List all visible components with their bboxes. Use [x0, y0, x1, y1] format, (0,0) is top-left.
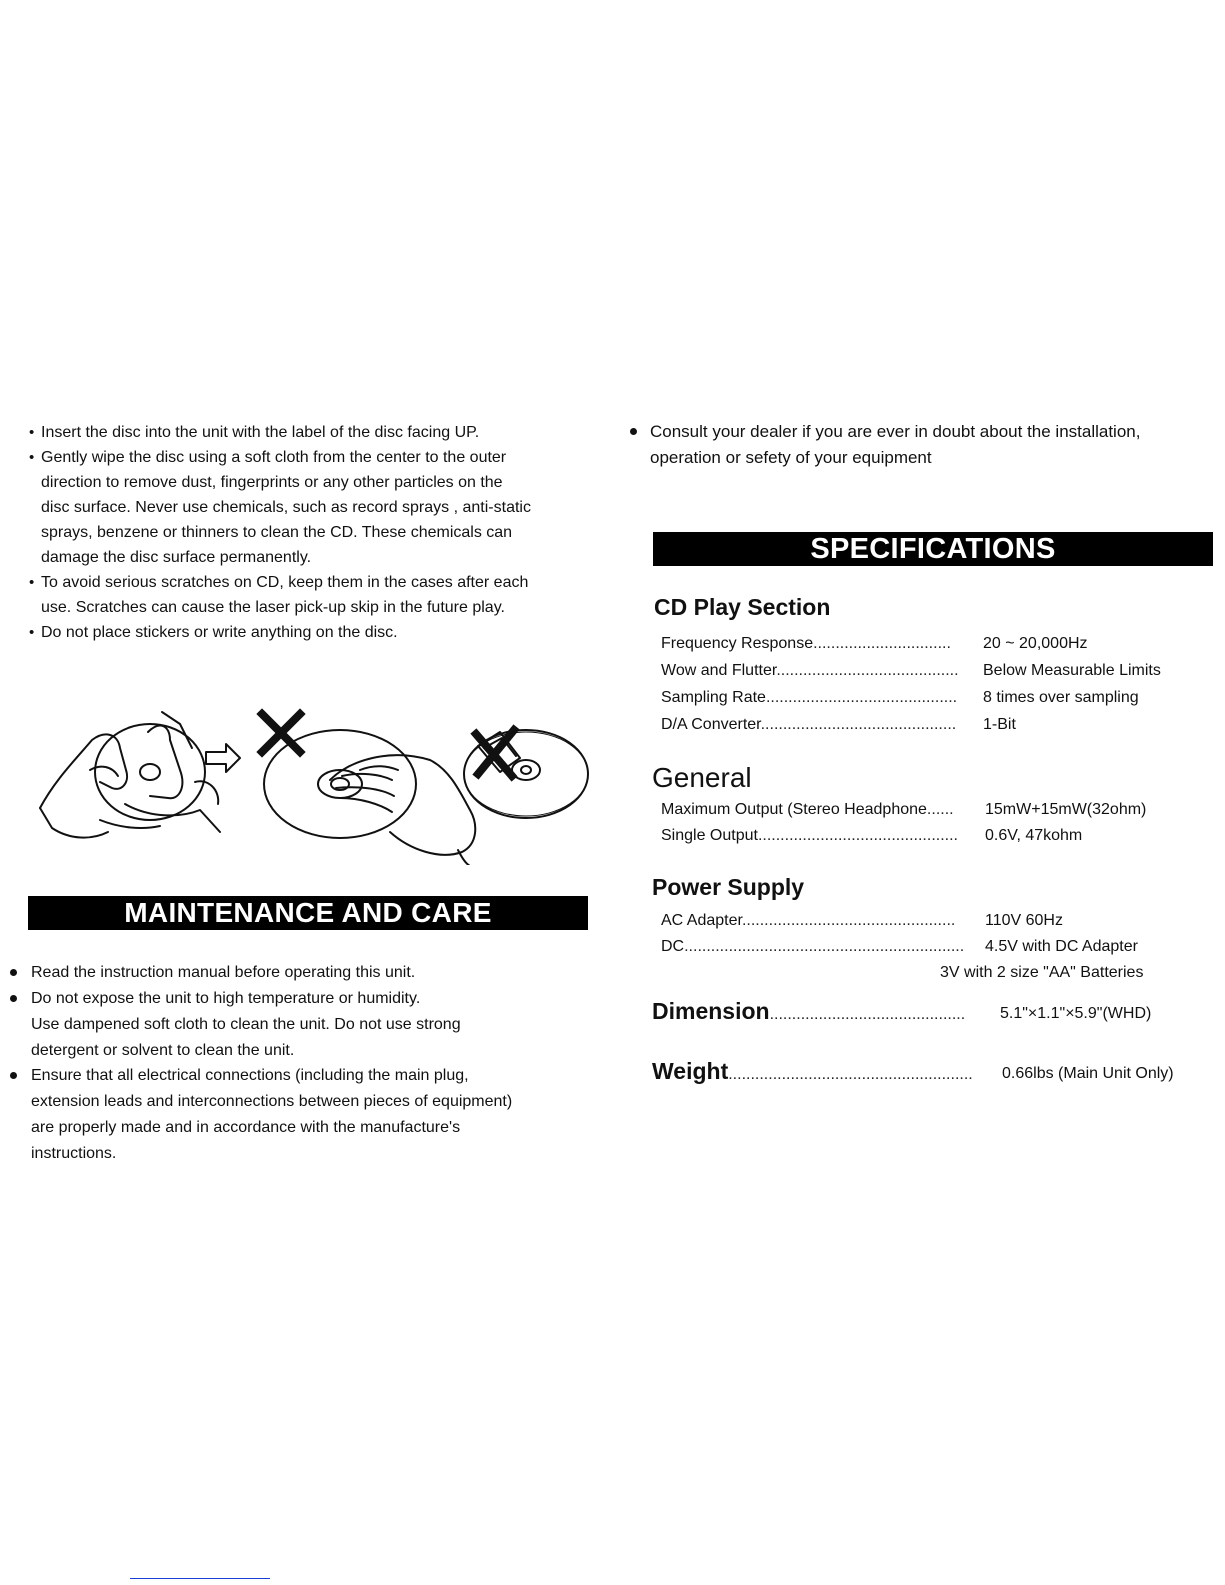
bullet-mark	[10, 1072, 17, 1079]
spec-leader: .........................................	[776, 662, 959, 679]
cd-section-heading: CD Play Section	[654, 594, 831, 620]
weight-value: 0.66lbs (Main Unit Only)	[1002, 1065, 1174, 1082]
spec-row	[661, 661, 959, 681]
spec-row	[661, 688, 957, 708]
bullet-mark: •	[29, 624, 35, 641]
disc-care-bullet-2-line: sprays, benzene or thinners to clean the CD. These chemicals can	[41, 524, 513, 541]
spec-row	[661, 634, 951, 654]
disc-care-bullet-3-line: To avoid serious scratches on CD, keep them in the cases after each	[41, 574, 529, 591]
maintenance-bullet-1: Read the instruction manual before operating this unit.	[31, 964, 416, 981]
bullet-mark: •	[29, 424, 35, 441]
disc-care-bullet-2-line: direction to remove dust, fingerprints or any other particles on the	[41, 474, 503, 491]
maintenance-bullet-2-line: Do not expose the unit to high temperature or humidity.	[31, 990, 421, 1007]
spec-label: Maximum Output (Stereo Headphone	[661, 801, 927, 818]
maintenance-bullet-2-line: detergent or solvent to clean the unit.	[31, 1042, 295, 1059]
spec-leader: ...............................	[813, 635, 951, 652]
specifications-title: SPECIFICATIONS	[653, 532, 1213, 566]
weight-label: Weight	[652, 1058, 729, 1084]
spec-value: 8 times over sampling	[983, 689, 1139, 706]
bullet-mark: •	[29, 574, 35, 591]
spec-leader: .............................................	[757, 827, 958, 844]
spec-leader: ...........................................	[765, 689, 958, 706]
cross-mark-icon	[476, 730, 514, 776]
consult-line: operation or sefety of your equipment	[650, 448, 932, 467]
maintenance-bullet-3-line: instructions.	[31, 1145, 117, 1162]
spec-value: 20 ~ 20,000Hz	[983, 635, 1088, 652]
spec-value: 1-Bit	[983, 716, 1016, 733]
spec-label: Frequency Response	[661, 635, 814, 652]
spec-leader: .......................................................	[728, 1066, 973, 1083]
bullet-mark	[630, 428, 637, 435]
wiping-disc-drawing	[40, 712, 240, 838]
disc-care-bullet-2-line: disc surface. Never use chemicals, such as record sprays , anti-static	[41, 499, 531, 516]
power-supply-heading: Power Supply	[652, 874, 805, 900]
cross-mark-icon	[262, 714, 300, 752]
spec-leader: ............................................	[760, 716, 957, 733]
spec-leader: ...............................................................	[684, 938, 965, 955]
spec-row	[661, 715, 956, 735]
spec-value: 4.5V with DC Adapter	[985, 938, 1138, 955]
bottom-underline	[130, 1578, 270, 1579]
disc-handling-illustration	[30, 700, 600, 865]
disc-care-bullet-2-line: Gently wipe the disc using a soft cloth from the center to the outer	[41, 449, 507, 466]
spec-label: D/A Converter	[661, 716, 761, 733]
spec-value: 110V 60Hz	[985, 912, 1063, 929]
spec-row	[661, 911, 955, 931]
dimension-value: 5.1"×1.1"×5.9"(WHD)	[1000, 1005, 1152, 1022]
maintenance-bullet-2-line: Use dampened soft cloth to clean the unit. Do not use strong	[31, 1016, 461, 1033]
spec-leader: ............................................	[769, 1006, 966, 1023]
weight-row	[652, 1058, 973, 1085]
disc-care-bullet-1: Insert the disc into the unit with the label of the disc facing UP.	[41, 424, 480, 441]
dimension-row	[652, 998, 965, 1025]
disc-care-bullet-3-line: use. Scratches can cause the laser pick-up skip in the future play.	[41, 599, 505, 616]
maintenance-title: MAINTENANCE AND CARE	[28, 896, 588, 930]
spec-value-extra: 3V with 2 size "AA" Batteries	[940, 964, 1144, 981]
bullet-mark	[10, 969, 17, 976]
spec-label: Single Output	[661, 827, 758, 844]
spec-value: 15mW+15mW(32ohm)	[985, 801, 1147, 818]
spec-leader: ................................................	[741, 912, 956, 929]
spec-label: Sampling Rate	[661, 689, 766, 706]
spec-label: AC Adapter	[661, 912, 742, 929]
spec-row	[661, 937, 964, 957]
general-heading: General	[652, 762, 752, 793]
consult-line: Consult your dealer if you are ever in doubt about the installation,	[650, 422, 1141, 441]
maintenance-bullet-3-line: extension leads and interconnections between pieces of equipment)	[31, 1093, 513, 1110]
spec-value: Below Measurable Limits	[983, 662, 1161, 679]
spec-label: DC	[661, 938, 685, 955]
dimension-label: Dimension	[652, 998, 770, 1024]
disc-care-bullet-2-line: damage the disc surface permanently.	[41, 549, 312, 566]
bullet-mark	[10, 995, 17, 1002]
spec-row	[661, 826, 958, 846]
maintenance-bullet-3-line: Ensure that all electrical connections (including the main plug,	[31, 1067, 469, 1084]
spec-label: Wow and Flutter	[661, 662, 777, 679]
spec-value: 0.6V, 47kohm	[985, 827, 1083, 844]
maintenance-bullet-3-line: are properly made and in accordance with the manufacture's	[31, 1119, 461, 1136]
disc-care-bullet-4: Do not place stickers or write anything on the disc.	[41, 624, 398, 641]
spec-row	[661, 800, 954, 820]
bullet-mark: •	[29, 449, 35, 466]
spec-leader: ......	[926, 801, 954, 818]
